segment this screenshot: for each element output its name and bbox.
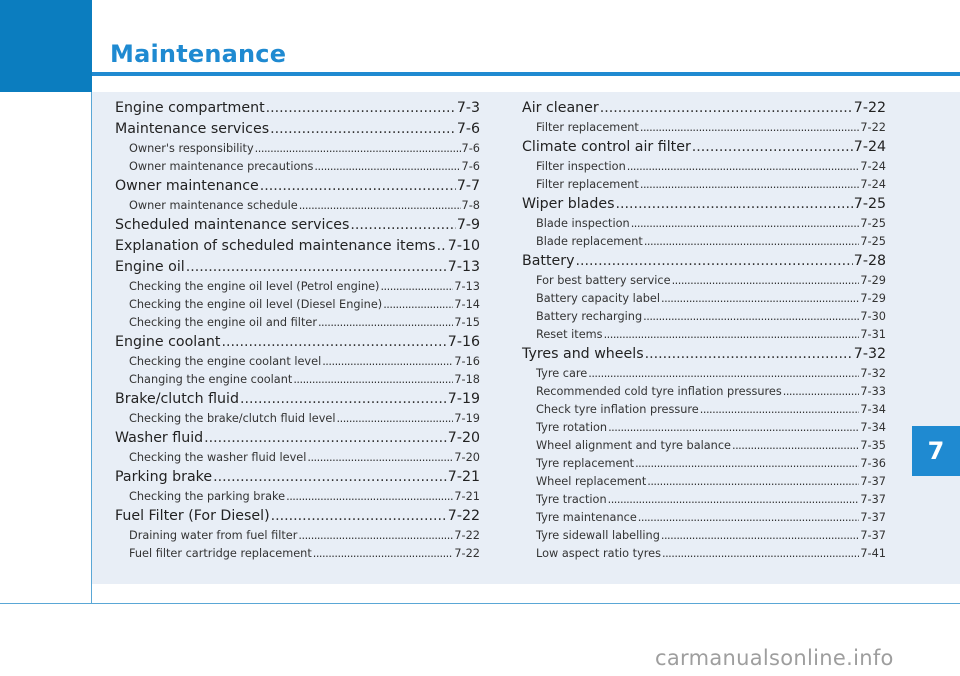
toc-entry-label: Engine oil <box>115 259 185 275</box>
toc-leader-dots <box>266 98 456 119</box>
toc-right-column <box>522 98 886 563</box>
toc-subsection-entry[interactable] <box>115 278 480 296</box>
toc-section-entry[interactable] <box>115 215 480 236</box>
toc-page-number: 7-28 <box>853 253 886 269</box>
toc-section-entry[interactable] <box>522 98 886 119</box>
toc-leader-dots <box>380 278 453 296</box>
toc-entry-label: Parking brake <box>115 469 213 485</box>
toc-leader-dots <box>255 140 461 158</box>
toc-leader-dots <box>638 509 860 527</box>
toc-page-number: 7-7 <box>456 178 480 194</box>
toc-page-number: 7-8 <box>461 199 480 212</box>
toc-entry-label: Checking the engine oil and filter <box>129 316 317 329</box>
toc-subsection-entry[interactable] <box>522 158 886 176</box>
toc-page-number: 7-25 <box>860 235 886 248</box>
toc-entry-label: Maintenance services <box>115 121 270 137</box>
toc-entry-label: For best battery service <box>536 274 671 287</box>
toc-section-entry[interactable] <box>115 257 480 278</box>
toc-entry-label: Filter inspection <box>536 160 626 173</box>
toc-entry-label: Tyre rotation <box>536 421 608 434</box>
toc-leader-dots <box>318 314 453 332</box>
toc-leader-dots <box>186 257 447 278</box>
toc-leader-dots <box>700 401 860 419</box>
toc-subsection-entry[interactable] <box>522 119 886 137</box>
toc-leader-dots <box>672 272 860 290</box>
toc-entry-label: Wiper blades <box>522 196 615 212</box>
toc-leader-dots <box>647 473 859 491</box>
toc-entry-label: Blade inspection <box>536 217 630 230</box>
toc-subsection-entry[interactable] <box>522 437 886 455</box>
toc-entry-label: Owner maintenance <box>115 178 259 194</box>
toc-entry-label: Battery recharging <box>536 310 643 323</box>
toc-entry-label: Engine coolant <box>115 334 221 350</box>
toc-entry-label: Wheel alignment and tyre balance <box>536 439 731 452</box>
toc-entry-label: Tyre maintenance <box>536 511 637 524</box>
toc-leader-dots <box>783 383 860 401</box>
toc-page-number: 7-6 <box>461 142 480 155</box>
toc-entry-label: Explanation of scheduled maintenance items <box>115 238 436 254</box>
toc-page-number: 7-32 <box>860 367 886 380</box>
toc-subsection-entry[interactable] <box>522 455 886 473</box>
toc-entry-label: Climate control air filter <box>522 139 691 155</box>
toc-page-number: 7-21 <box>447 469 480 485</box>
toc-leader-dots <box>662 545 859 563</box>
toc-page-number: 7-19 <box>447 391 480 407</box>
toc-section-entry[interactable] <box>115 236 480 257</box>
toc-leader-dots <box>213 467 447 488</box>
toc-leader-dots <box>661 290 859 308</box>
toc-page-number: 7-6 <box>456 121 480 137</box>
toc-page-number: 7-37 <box>860 529 886 542</box>
toc-section-entry[interactable] <box>115 119 480 140</box>
toc-entry-label: Recommended cold tyre inflation pressures <box>536 385 782 398</box>
toc-entry-label: Owner maintenance precautions <box>129 160 314 173</box>
toc-leader-dots <box>644 233 860 251</box>
toc-leader-dots <box>661 527 859 545</box>
toc-page-number: 7-9 <box>456 217 480 233</box>
toc-leader-dots <box>643 308 859 326</box>
toc-subsection-entry[interactable] <box>522 233 886 251</box>
toc-page-number: 7-37 <box>860 493 886 506</box>
toc-page-number: 7-29 <box>860 292 886 305</box>
toc-subsection-entry[interactable] <box>522 383 886 401</box>
toc-entry-label: Wheel replacement <box>536 475 647 488</box>
toc-leader-dots <box>383 296 453 314</box>
toc-page-number: 7-24 <box>853 139 886 155</box>
toc-section-entry[interactable] <box>115 428 480 449</box>
toc-leader-dots <box>260 176 456 197</box>
toc-page-number: 7-13 <box>447 259 480 275</box>
toc-entry-label: Blade replacement <box>536 235 643 248</box>
title-underline <box>92 72 960 76</box>
toc-page-number: 7-3 <box>456 100 480 116</box>
toc-entry-label: Tyre sidewall labelling <box>536 529 660 542</box>
toc-subsection-entry[interactable] <box>115 296 480 314</box>
toc-page-number: 7-24 <box>860 178 886 191</box>
toc-entry-label: Check tyre inflation pressure <box>536 403 699 416</box>
watermark: carmanualsonline.info <box>655 646 894 670</box>
toc-page-number: 7-24 <box>860 160 886 173</box>
toc-entry-label: Checking the engine oil level (Petrol engine) <box>129 280 380 293</box>
toc-entry-label: Low aspect ratio tyres <box>536 547 661 560</box>
toc-leader-dots <box>437 236 447 257</box>
toc-subsection-entry[interactable] <box>522 365 886 383</box>
toc-page-number: 7-16 <box>454 355 480 368</box>
toc-entry-label: Changing the engine coolant <box>129 373 293 386</box>
toc-subsection-entry[interactable] <box>115 410 480 428</box>
toc-page-number: 7-37 <box>860 511 886 524</box>
toc-section-entry[interactable] <box>115 506 480 527</box>
toc-page-number: 7-22 <box>454 547 480 560</box>
toc-section-entry[interactable] <box>115 176 480 197</box>
toc-subsection-entry[interactable] <box>522 491 886 509</box>
toc-leader-dots <box>271 506 447 527</box>
toc-entry-label: Brake/clutch fluid <box>115 391 239 407</box>
toc-entry-label: Owner maintenance schedule <box>129 199 298 212</box>
toc-subsection-entry[interactable] <box>522 419 886 437</box>
toc-page-number: 7-10 <box>447 238 480 254</box>
toc-section-entry[interactable] <box>522 344 886 365</box>
toc-page-number: 7-15 <box>454 316 480 329</box>
toc-leader-dots <box>640 119 860 137</box>
toc-entry-label: Checking the washer fluid level <box>129 451 307 464</box>
toc-leader-dots <box>240 389 447 410</box>
toc-page-number: 7-34 <box>860 421 886 434</box>
toc-leader-dots <box>298 527 453 545</box>
toc-entry-label: Checking the brake/clutch fluid level <box>129 412 336 425</box>
toc-leader-dots <box>604 326 860 344</box>
toc-entry-label: Air cleaner <box>522 100 599 116</box>
toc-entry-label: Filter replacement <box>536 121 639 134</box>
toc-page-number: 7-37 <box>860 475 886 488</box>
toc-subsection-entry[interactable] <box>115 353 480 371</box>
toc-subsection-entry[interactable] <box>522 326 886 344</box>
toc-subsection-entry[interactable] <box>522 272 886 290</box>
toc-page-number: 7-33 <box>860 385 886 398</box>
toc-page-number: 7-18 <box>454 373 480 386</box>
toc-subsection-entry[interactable] <box>522 215 886 233</box>
toc-subsection-entry[interactable] <box>522 473 886 491</box>
toc-leader-dots <box>293 371 453 389</box>
toc-subsection-entry[interactable] <box>115 371 480 389</box>
toc-entry-label: Washer fluid <box>115 430 204 446</box>
toc-page-number: 7-21 <box>454 490 480 503</box>
toc-page-number: 7-14 <box>454 298 480 311</box>
toc-entry-label: Fuel filter cartridge replacement <box>129 547 312 560</box>
chapter-tab[interactable]: 7 <box>912 426 960 476</box>
toc-page-number: 7-32 <box>853 346 886 362</box>
toc-subsection-entry[interactable] <box>115 545 480 563</box>
toc-leader-dots <box>270 119 456 140</box>
toc-leader-dots <box>616 194 853 215</box>
toc-entry-label: Tyres and wheels <box>522 346 644 362</box>
toc-leader-dots <box>640 176 860 194</box>
toc-subsection-entry[interactable] <box>522 527 886 545</box>
toc-leader-dots <box>692 137 853 158</box>
bottom-divider <box>0 603 960 604</box>
toc-subsection-entry[interactable] <box>115 158 480 176</box>
toc-leader-dots <box>322 353 453 371</box>
toc-subsection-entry[interactable] <box>522 545 886 563</box>
toc-leader-dots <box>588 365 859 383</box>
toc-leader-dots <box>350 215 455 236</box>
toc-page-number: 7-20 <box>447 430 480 446</box>
toc-page-number: 7-35 <box>860 439 886 452</box>
toc-entry-label: Owner's responsibility <box>129 142 254 155</box>
toc-leader-dots <box>299 197 461 215</box>
toc-page-number: 7-29 <box>860 274 886 287</box>
toc-leader-dots <box>732 437 859 455</box>
toc-entry-label: Scheduled maintenance services <box>115 217 350 233</box>
toc-page-number: 7-34 <box>860 403 886 416</box>
toc-leader-dots <box>307 449 453 467</box>
toc-entry-label: Tyre replacement <box>536 457 635 470</box>
toc-entry-label: Checking the engine coolant level <box>129 355 322 368</box>
toc-leader-dots <box>576 251 853 272</box>
toc-subsection-entry[interactable] <box>522 401 886 419</box>
toc-leader-dots <box>222 332 447 353</box>
toc-page-number: 7-31 <box>860 328 886 341</box>
toc-subsection-entry[interactable] <box>522 176 886 194</box>
toc-subsection-entry[interactable] <box>522 308 886 326</box>
toc-page-number: 7-19 <box>454 412 480 425</box>
toc-entry-label: Tyre care <box>536 367 588 380</box>
toc-page-number: 7-25 <box>853 196 886 212</box>
page-title: Maintenance <box>110 40 287 68</box>
toc-page-number: 7-41 <box>860 547 886 560</box>
toc-entry-label: Tyre traction <box>536 493 607 506</box>
toc-page-number: 7-22 <box>853 100 886 116</box>
toc-leader-dots <box>631 215 860 233</box>
toc-page-number: 7-22 <box>447 508 480 524</box>
toc-leader-dots <box>286 488 453 506</box>
toc-subsection-entry[interactable] <box>115 140 480 158</box>
toc-entry-label: Battery capacity label <box>536 292 661 305</box>
toc-subsection-entry[interactable] <box>522 290 886 308</box>
toc-page-number: 7-30 <box>860 310 886 323</box>
toc-section-entry[interactable] <box>522 251 886 272</box>
toc-entry-label: Engine compartment <box>115 100 265 116</box>
toc-leader-dots <box>204 428 447 449</box>
toc-section-entry[interactable] <box>115 98 480 119</box>
toc-page-number: 7-36 <box>860 457 886 470</box>
toc-leader-dots <box>627 158 860 176</box>
toc-left-column <box>115 98 480 563</box>
toc-leader-dots <box>608 491 860 509</box>
toc-section-entry[interactable] <box>115 332 480 353</box>
toc-leader-dots <box>645 344 853 365</box>
toc-page-number: 7-20 <box>454 451 480 464</box>
toc-section-entry[interactable] <box>522 194 886 215</box>
toc-leader-dots <box>635 455 859 473</box>
toc-subsection-entry[interactable] <box>115 449 480 467</box>
toc-leader-dots <box>600 98 853 119</box>
toc-page-number: 7-16 <box>447 334 480 350</box>
toc-section-entry[interactable] <box>115 389 480 410</box>
toc-subsection-entry[interactable] <box>115 197 480 215</box>
toc-leader-dots <box>608 419 859 437</box>
toc-page-number: 7-22 <box>454 529 480 542</box>
toc-entry-label: Filter replacement <box>536 178 639 191</box>
toc-page-number: 7-13 <box>454 280 480 293</box>
toc-entry-label: Draining water from fuel filter <box>129 529 298 542</box>
corner-block <box>0 0 92 92</box>
toc-subsection-entry[interactable] <box>115 488 480 506</box>
toc-subsection-entry[interactable] <box>115 314 480 332</box>
toc-leader-dots <box>337 410 454 428</box>
toc-section-entry[interactable] <box>522 137 886 158</box>
toc-page-number: 7-22 <box>860 121 886 134</box>
toc-subsection-entry[interactable] <box>522 509 886 527</box>
toc-leader-dots <box>314 158 460 176</box>
toc-page-number: 7-6 <box>461 160 480 173</box>
toc-entry-label: Checking the engine oil level (Diesel Engine) <box>129 298 383 311</box>
toc-entry-label: Reset items <box>536 328 603 341</box>
toc-page-number: 7-25 <box>860 217 886 230</box>
toc-entry-label: Battery <box>522 253 575 269</box>
toc-entry-label: Checking the parking brake <box>129 490 286 503</box>
toc-section-entry[interactable] <box>115 467 480 488</box>
toc-subsection-entry[interactable] <box>115 527 480 545</box>
toc-leader-dots <box>313 545 454 563</box>
toc-entry-label: Fuel Filter (For Diesel) <box>115 508 270 524</box>
